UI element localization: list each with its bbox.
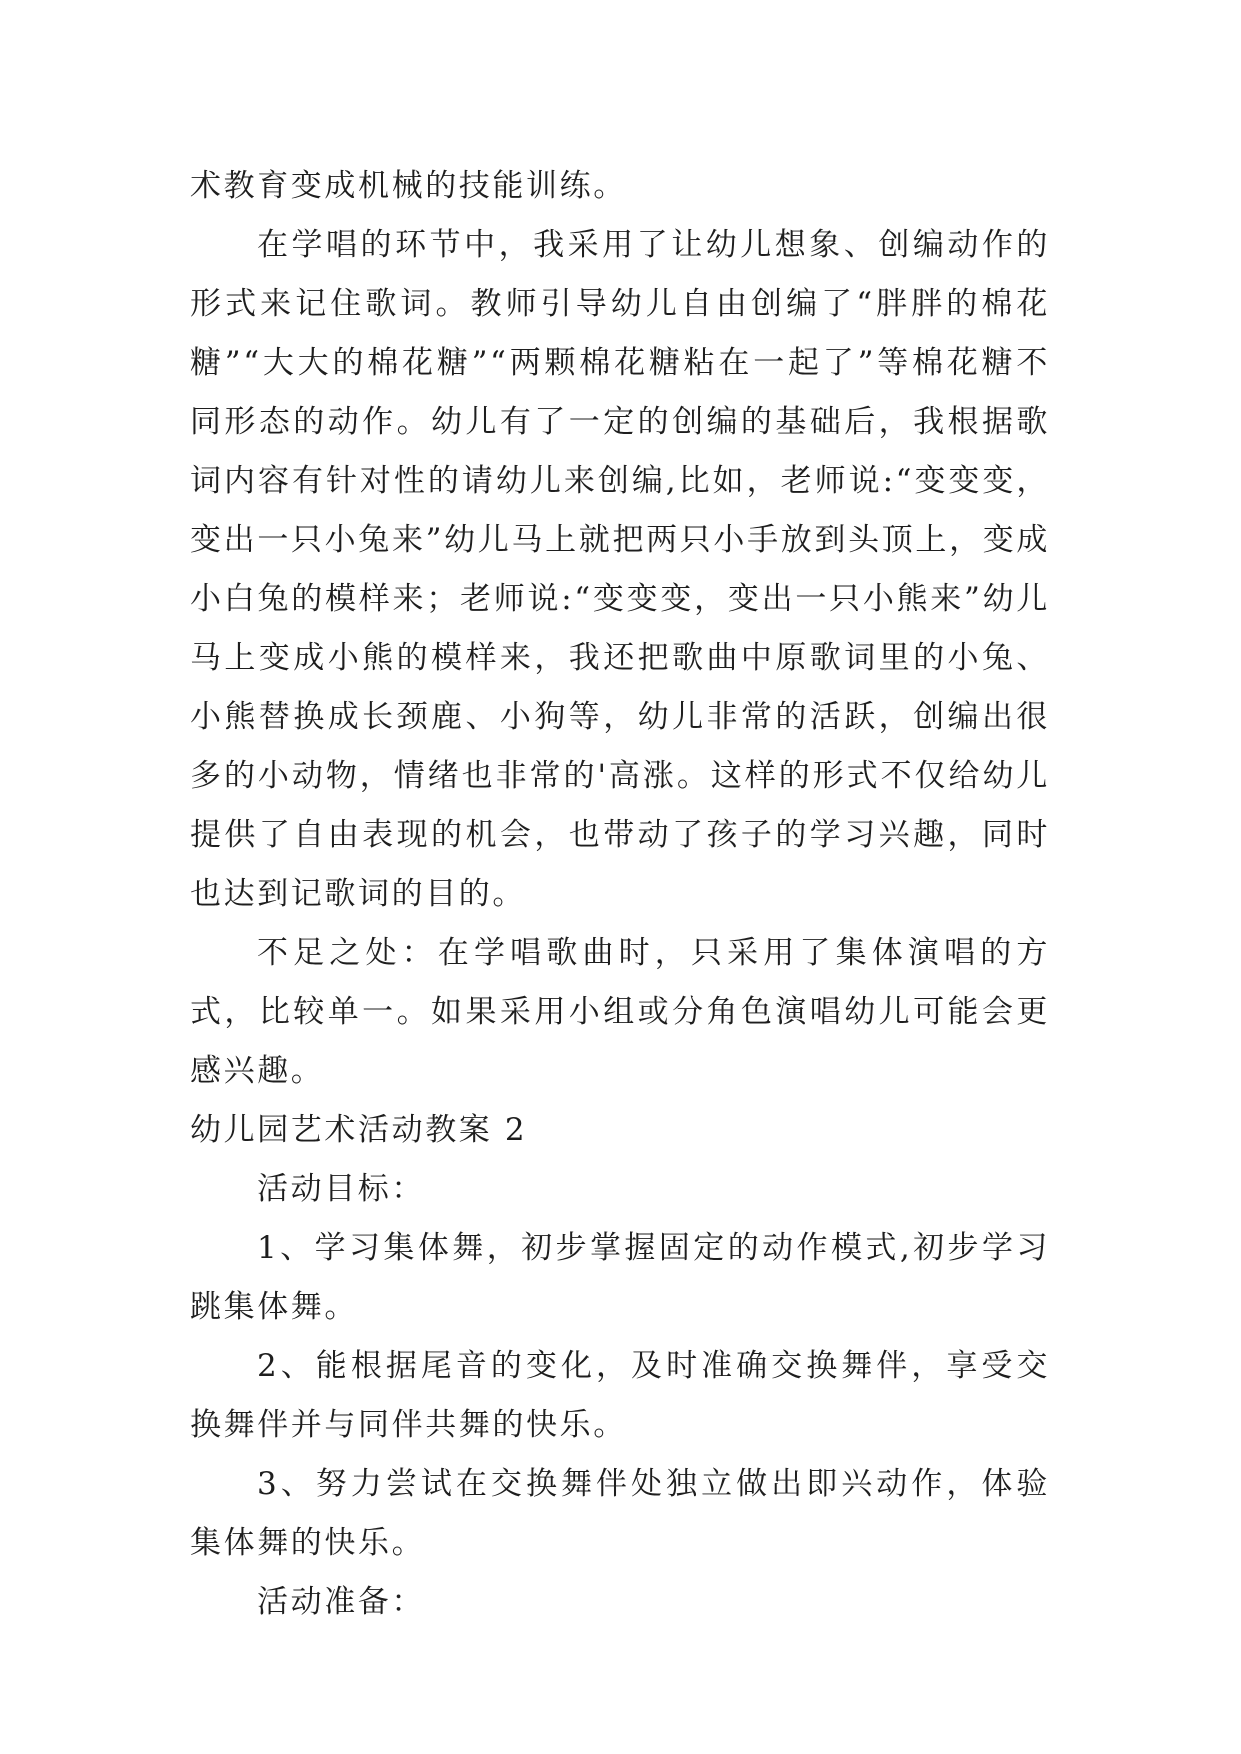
paragraph-learning-reflection: 在学唱的环节中，我采用了让幼儿想象、创编动作的形式来记住歌词。教师引导幼儿自由创编了“胖胖的棉花糖”“大大的棉花糖”“两颗棉花糖粘在一起了”等棉花糖不同形态的动作。幼儿有了一定的创编的基础后，我根据歌词内容有针对性的请幼儿来创编,比如，老师说:“变变变，变出一只小兔来”幼儿马上就把两只小手放到头顶上，变成小白兔的模样来；老师说:“变变变，变出一只小熊来”幼儿马上变成小熊的模样来，我还把歌曲中原歌词里的小兔、小熊替换成长颈鹿、小狗等，幼儿非常的活跃，创编出很多的小动物，情绪也非常的'高涨。这样的形式不仅给幼儿提供了自由表现的机会，也带动了孩子的学习兴趣，同时也达到记歌词的目的。 xyxy=(190,227,1050,912)
paragraph-activity-goals-label: 活动目标： xyxy=(257,1171,425,1207)
paragraph-continuation: 术教育变成机械的技能训练。 xyxy=(190,168,627,204)
paragraph-goal-1: 1、学习集体舞，初步掌握固定的动作模式,初步学习跳集体舞。 xyxy=(190,1230,1050,1325)
section-heading: 幼儿园艺术活动教案 2 xyxy=(190,1112,528,1148)
paragraph-goal-2: 2、能根据尾音的变化，及时准确交换舞伴，享受交换舞伴并与同伴共舞的快乐。 xyxy=(190,1348,1050,1443)
paragraph-shortcomings: 不足之处：在学唱歌曲时，只采用了集体演唱的方式，比较单一。如果采用小组或分角色演唱幼儿可能会更感兴趣。 xyxy=(190,935,1050,1089)
paragraph-goal-3: 3、努力尝试在交换舞伴处独立做出即兴动作，体验集体舞的快乐。 xyxy=(190,1466,1050,1561)
paragraph-activity-prep-label: 活动准备： xyxy=(257,1584,425,1620)
document-body xyxy=(190,157,1050,1632)
